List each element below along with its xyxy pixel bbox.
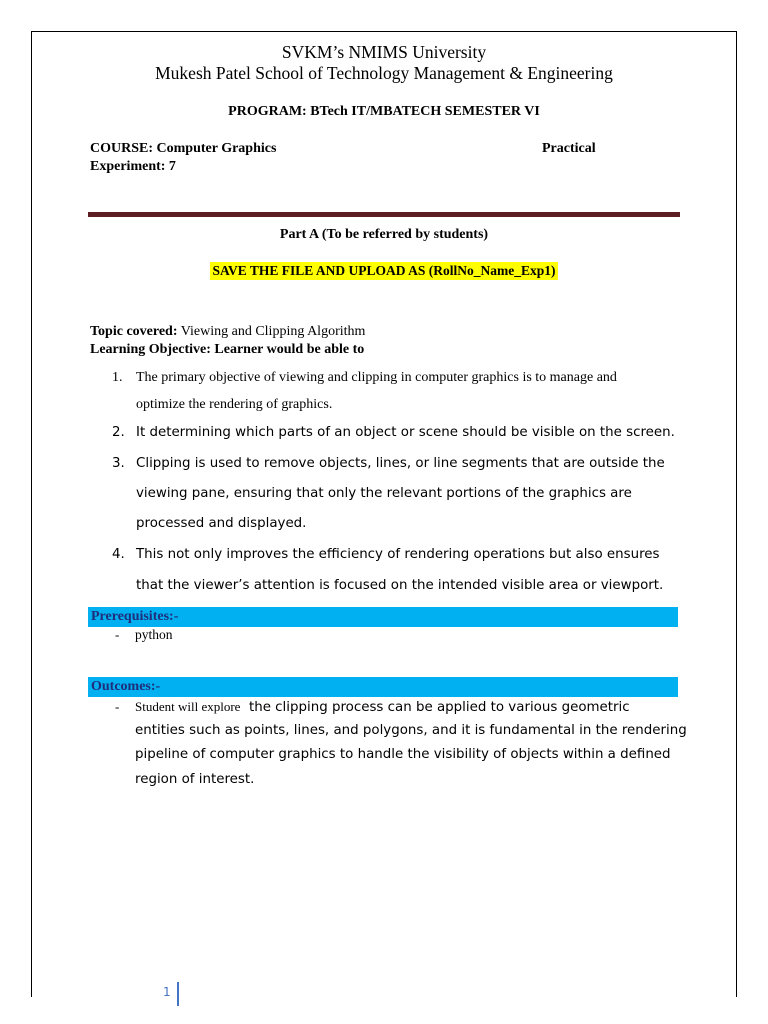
page-number-bar — [177, 982, 179, 1006]
outcome-lead: Student will explore — [135, 699, 241, 714]
list-item-text: processed and displayed. — [136, 516, 307, 531]
prerequisite-item: python — [135, 627, 173, 642]
list-item-text: viewing pane, ensuring that only the relevant portions of the graphics are — [136, 486, 632, 501]
list-item-number: 3. — [112, 456, 125, 471]
part-a-title: Part A (To be referred by students) — [279, 227, 489, 242]
learning-objective-heading: Learning Objective: Learner would be able to — [90, 342, 365, 357]
outcomes-heading: Outcomes:- — [91, 679, 161, 694]
outcome-line — [135, 699, 630, 715]
list-item-text: The primary objective of viewing and clipping in computer graphics is to manage and — [136, 370, 617, 385]
outcome-line: region of interest. — [135, 772, 255, 787]
page-border-top — [31, 31, 737, 32]
list-item-number: 2. — [112, 425, 125, 440]
list-item-number: 1. — [112, 370, 123, 385]
practical-label: Practical — [542, 141, 596, 156]
list-item-text: It determining which parts of an object or scene should be visible on the screen. — [136, 425, 675, 440]
save-note-wrapper — [0, 262, 768, 280]
outcome-text: the clipping process can be applied to various geometric — [240, 700, 630, 715]
university-name: SVKM’s NMIMS University — [281, 42, 487, 62]
list-item-text: optimize the rendering of graphics. — [136, 397, 333, 412]
save-note: SAVE THE FILE AND UPLOAD AS (RollNo_Name_Exp1) — [212, 263, 556, 278]
school-name: Mukesh Patel School of Technology Management & Engineering — [155, 63, 613, 83]
course-label: COURSE: Computer Graphics — [90, 141, 277, 156]
topic-label: Topic covered: — [90, 324, 178, 339]
list-item-text: Clipping is used to remove objects, lines, or line segments that are outside the — [136, 456, 665, 471]
page-border-right — [736, 31, 737, 997]
topic-covered — [90, 324, 365, 340]
program-line: PROGRAM: BTech IT/MBATECH SEMESTER VI — [228, 104, 540, 119]
outcomes-bar — [88, 677, 678, 697]
page-border-left — [31, 31, 32, 997]
list-item-number: 4. — [112, 547, 125, 562]
outcome-line: pipeline of computer graphics to handle the visibility of objects within a defined — [135, 747, 671, 762]
section-divider — [88, 212, 680, 217]
prerequisites-bullet: - — [115, 627, 120, 642]
outcomes-bullet: - — [115, 699, 120, 714]
outcome-line: entities such as points, lines, and polygons, and it is fundamental in the rendering — [135, 723, 687, 738]
experiment-label: Experiment: 7 — [90, 159, 176, 174]
list-item-text: that the viewer’s attention is focused on the intended visible area or viewport. — [136, 578, 664, 593]
topic-value: Viewing and Clipping Algorithm — [177, 324, 366, 339]
prerequisites-heading: Prerequisites:- — [91, 609, 179, 624]
page-number: 1 — [163, 985, 171, 999]
list-item-text: This not only improves the efficiency of rendering operations but also ensures — [136, 547, 660, 562]
